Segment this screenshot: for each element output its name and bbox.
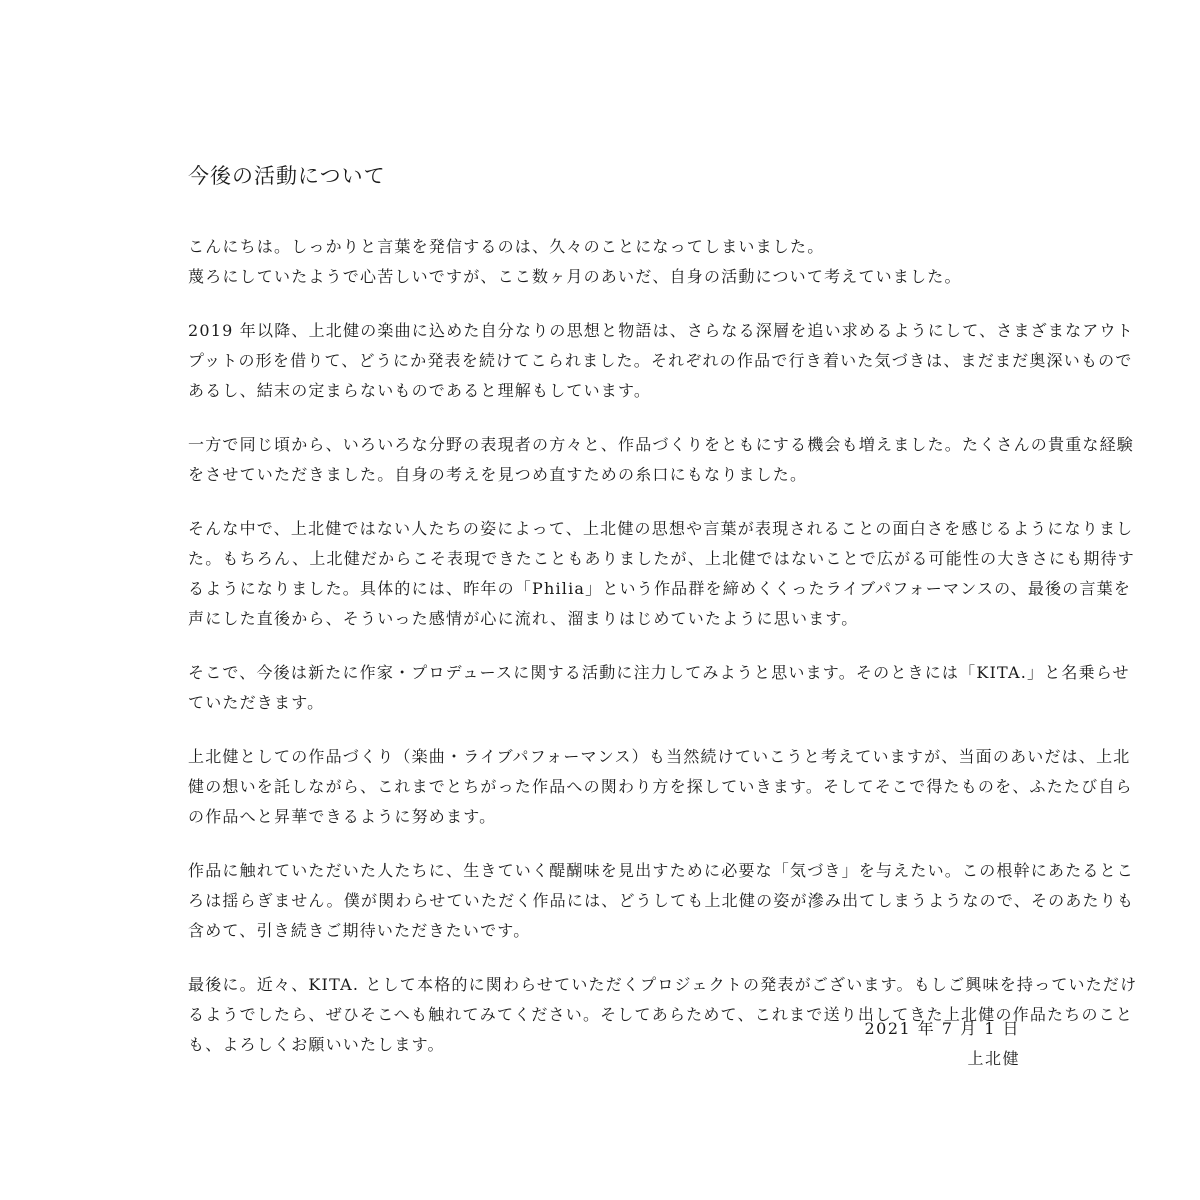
paragraph-line: 健の想いを託しながら、これまでとちがった作品への関わり方を探していきます。そしてそこで得たものを、ふたたび自ら xyxy=(188,777,1133,796)
document-date: 2021 年 7 月 1 日 xyxy=(864,1019,1020,1038)
paragraph-line: 含めて、引き続きご期待いただきたいです。 xyxy=(188,921,531,940)
letter-body xyxy=(188,160,1138,1084)
paragraph-line: ろは揺らぎません。僕が関わらせていただく作品には、どうしても上北健の姿が滲み出てしまうようなので、そのあたりも xyxy=(188,891,1135,910)
paragraph-line: をさせていただきました。自身の考えを見つめ直すための糸口にもなりました。 xyxy=(188,465,808,484)
paragraph-line: 最後に。近々、KITA. として本格的に関わらせていただくプロジェクトの発表がございます。もしご興味を持っていただけ xyxy=(188,975,1138,994)
paragraph-line: の作品へと昇華できるように努めます。 xyxy=(188,807,497,826)
paragraph-line: 蔑ろにしていたようで心苦しいですが、ここ数ヶ月のあいだ、自身の活動について考えていました。 xyxy=(188,267,962,286)
paragraph-line: ていただきます。 xyxy=(188,693,325,712)
paragraph-line: プットの形を借りて、どうにか発表を続けてこられました。それぞれの作品で行き着いた気づきは、まだまだ奥深いもので xyxy=(188,351,1133,370)
paragraph xyxy=(188,430,1135,490)
paragraph-line: そこで、今後は新たに作家・プロデュースに関する活動に注力してみようと思います。そのときには「KITA.」と名乗らせ xyxy=(188,663,1130,682)
signature-block xyxy=(864,1014,1020,1074)
paragraph-line: も、よろしくお願いいたします。 xyxy=(188,1035,445,1054)
paragraph xyxy=(188,514,1135,634)
paragraph-line: 作品に触れていただいた人たちに、生きていく醍醐味を見出すために必要な「気づき」を与えたい。この根幹にあたるとこ xyxy=(188,861,1135,880)
author-name: 上北健 xyxy=(967,1049,1020,1068)
paragraph-line: 声にした直後から、そういった感情が心に流れ、溜まりはじめていたように思います。 xyxy=(188,609,859,628)
paragraph xyxy=(188,856,1135,946)
paragraph-line: 一方で同じ頃から、いろいろな分野の表現者の方々と、作品づくりをともにする機会も増えました。たくさんの貴重な経験 xyxy=(188,435,1135,454)
paragraph-line: 2019 年以降、上北健の楽曲に込めた自分なりの思想と物語は、さらなる深層を追い求めるようにして、さまざまなアウト xyxy=(188,321,1134,340)
document-title: 今後の活動について xyxy=(188,164,386,188)
paragraph xyxy=(188,316,1134,406)
paragraph xyxy=(188,232,1018,292)
paragraph xyxy=(188,658,1130,718)
paragraph-line: るようになりました。具体的には、昨年の「Philia」という作品群を締めくくったライブパフォーマンスの、最後の言葉を xyxy=(188,579,1132,598)
paragraph-line: るようでしたら、ぜひそこへも触れてみてください。そしてあらためて、これまで送り出してきた上北健の作品たちのこと xyxy=(188,1005,1134,1024)
paragraph-line: あるし、結末の定まらないものであると理解もしています。 xyxy=(188,381,652,400)
paragraph xyxy=(188,742,1133,832)
paragraph-line: 上北健としての作品づくり（楽曲・ライブパフォーマンス）も当然続けていこうと考えていますが、当面のあいだは、上北 xyxy=(188,747,1131,766)
paragraph-line: た。もちろん、上北健だからこそ表現できたこともありましたが、上北健ではないことで広がる可能性の大きさにも期待す xyxy=(188,549,1135,568)
paragraph-line: こんにちは。しっかりと言葉を発信するのは、久々のことになってしまいました。 xyxy=(188,237,825,256)
paragraph-line: そんな中で、上北健ではない人たちの姿によって、上北健の思想や言葉が表現されることの面白さを感じるようになりまし xyxy=(188,519,1134,538)
